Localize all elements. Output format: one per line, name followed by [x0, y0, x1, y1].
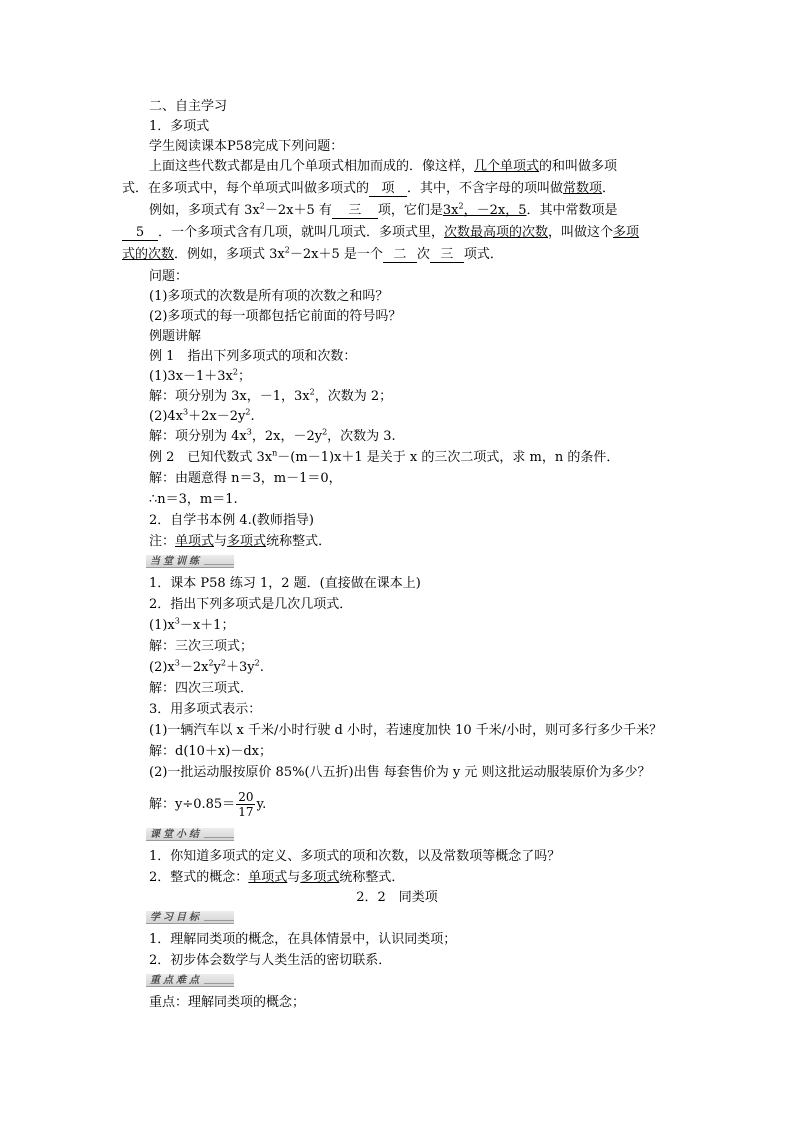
example-item: $(1)3x-1+3x^2$； — [149, 367, 252, 384]
subsection-title: 2．自学书本例 4.(教师指导) — [149, 513, 314, 528]
practice-item: 1．课本 P58 练习 1，2 题．(直接做在课本上) — [149, 576, 421, 591]
note-line: 注：单项式与多项式统称整式． — [149, 534, 332, 549]
section-banner-summary: 课堂小结 — [146, 828, 234, 841]
question-title: 问题： — [149, 269, 189, 284]
key-point: 重点：理解同类项的概念； — [149, 995, 306, 1010]
section-title: 2．2 同类项 — [356, 890, 438, 905]
practice-subitem: $(1)x^3-x+1$； — [149, 616, 235, 633]
question-item: (1)多项式的次数是所有项的次数之和吗？ — [149, 289, 389, 304]
section-banner-key-points: 重点难点 — [146, 974, 234, 987]
section-heading: 二、自主学习 — [149, 99, 228, 114]
example-solution: 解：由题意得 n＝3，m－1＝0， — [149, 471, 342, 486]
subsection-title: 1．多项式 — [149, 119, 210, 134]
practice-solution: 解：y÷0.85＝ $\frac{20}{17}$ y. — [149, 790, 267, 819]
example-1: 例 1 指出下列多项式的项和次数： — [149, 349, 357, 364]
question-item: (2)多项式的每一项都包括它前面的符号吗？ — [149, 309, 402, 324]
goal-item: 1．理解同类项的概念，在具体情景中，认识同类项； — [149, 932, 457, 947]
fraction: $\frac{20}{17}$ — [238, 790, 254, 819]
example-solution: 解：项分别为 3x，－1，$3x^2$，次数为 2； — [149, 387, 393, 404]
example-solution: ∴n＝3，m＝1. — [149, 492, 238, 507]
example-heading: 例题讲解 — [149, 329, 202, 344]
practice-solution: 解：四次三项式． — [149, 681, 254, 696]
paragraph-line: 例如，多项式有 $3x^2-2x+5$ 有 三 项，它们是$3x^2$，－2x，5．其中常数项是 — [149, 201, 618, 218]
paragraph-line: 式的次数．例如，多项式 $3x^2-2x+5$ 是一个 二 次 三 项式． — [122, 245, 503, 262]
example-item: $(2)4x^3+2x-2y^2$. — [149, 407, 255, 424]
section-banner-goals: 学习目标 — [146, 911, 234, 924]
example-2: 例 2 已知代数式 $3x^n-(m-1)x+1$ 是关于 x 的三次二项式，求 m，n 的条件． — [149, 448, 620, 465]
summary-item: 2．整式的概念：单项式与多项式统称整式． — [149, 870, 405, 885]
practice-solution: 解：三次三项式； — [149, 639, 254, 654]
paragraph-line: 上面这些代数式都是由几个单项式相加而成的．像这样，几个单项式的和叫做多项 — [149, 159, 618, 174]
practice-subitem: (1)一辆汽车以 x 千米/小时行驶 d 小时，若速度加快 10 千米/小时，则可多行多少千米？ — [149, 723, 663, 738]
practice-subitem: (2)一批运动服按原价 85%(八五折)出售 每套售价为 y 元 则这批运动服装原价为多少？ — [149, 765, 651, 780]
practice-item: 2．指出下列多项式是几次几项式． — [149, 597, 353, 612]
goal-item: 2．初步体会数学与人类生活的密切联系． — [149, 953, 392, 968]
reading-instruction: 学生阅读课本P58完成下列问题： — [149, 139, 344, 154]
practice-item: 3．用多项式表示： — [149, 702, 262, 717]
paragraph-line: 5 ．一个多项式含有几项，就叫几项式．多项式里，次数最高项的次数，叫做这个多项 — [122, 225, 639, 241]
practice-subitem: $(2)x^3-2x^2y^2+3y^2$. — [149, 658, 264, 675]
example-solution: 解：项分别为 $4x^3$，2x，$-2y^2$，次数为 3. — [149, 427, 396, 444]
practice-solution: 解：d(10＋x)－dx； — [149, 744, 272, 759]
section-banner-practice: 当堂训练 — [146, 555, 234, 568]
paragraph-line: 式．在多项式中，每个单项式叫做多项式的 项 ．其中，不含字母的项叫做常数项． — [122, 181, 616, 196]
summary-item: 1．你知道多项式的定义、多项式的项和次数，以及常数项等概念了吗？ — [149, 849, 561, 864]
